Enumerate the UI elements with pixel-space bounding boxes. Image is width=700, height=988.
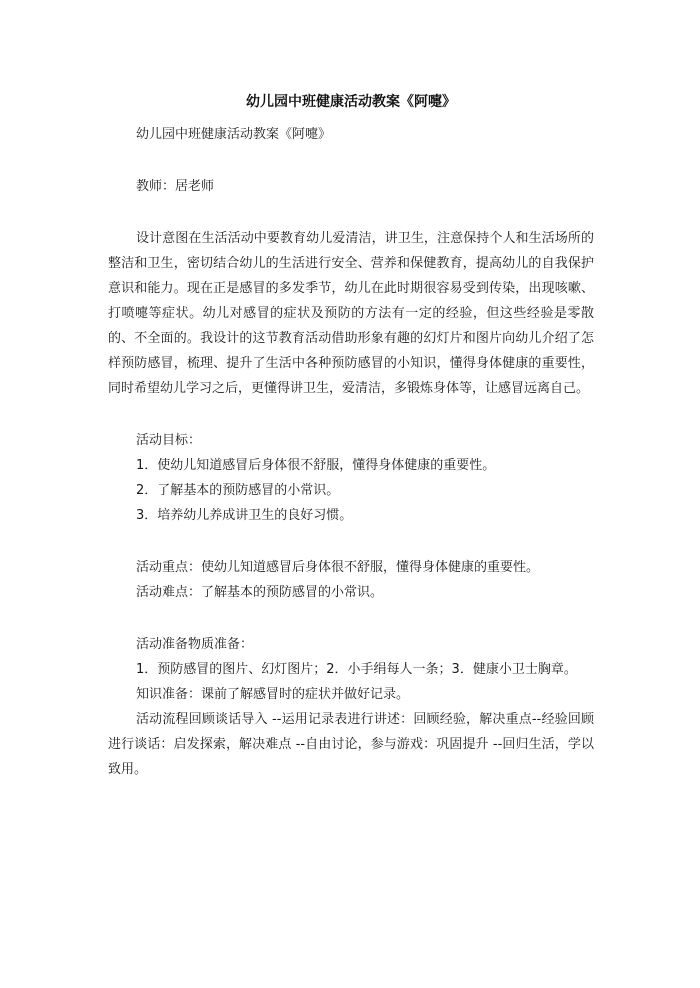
spacer — [108, 199, 594, 226]
document-subtitle: 幼儿园中班健康活动教案《阿嚏》 — [136, 127, 332, 142]
spacer — [108, 147, 594, 174]
teacher-line: 教师：居老师 — [136, 179, 215, 194]
goal-item: 2．了解基本的预防感冒的小常识。 — [136, 483, 340, 498]
document-body — [108, 92, 594, 782]
goal-item: 3．培养幼儿养成讲卫生的良好习惯。 — [136, 508, 353, 523]
difficulty-paragraph: 活动难点：了解基本的预防感冒的小常识。 — [136, 585, 384, 600]
spacer — [108, 401, 594, 428]
process-paragraph: 活动流程回顾谈话导入 --运用记录表进行讲述：回顾经验，解决重点--经验回顾进行谈话：启发探索，解决难点 --自由讨论，参与游戏：巩固提升 --回归生活，学以致用。 — [108, 712, 594, 777]
key-point-paragraph: 活动重点：使幼儿知道感冒后身体很不舒服，懂得身体健康的重要性。 — [136, 560, 540, 575]
design-intent-paragraph: 设计意图在生活活动中要教育幼儿爱清洁，讲卫生，注意保持个人和生活场所的整洁和卫生，密切结合幼儿的生活进行安全、营养和保健教育，提高幼儿的自我保护意识和能力。现在正是感冒的多发季节，幼儿在此时期很容易受到传染，出现咳嗽、打喷嚏等症状。幼儿对感冒的症状及预防的方法有一定的经验，但这些经验是零散的、不全面的。我设计的这节教育活动借助形象有趣的幻灯片和图片向幼儿介绍了怎样预防感冒，梳理、提升了生活中各种预防感冒的小知识，懂得身体健康的重要性，同时希望幼儿学习之后，更懂得讲卫生，爱清洁，多锻炼身体等，让感冒远离自己。 — [108, 231, 594, 396]
materials-heading: 活动准备物质准备： — [136, 637, 254, 652]
knowledge-prep-paragraph: 知识准备：课前了解感冒时的症状并做好记录。 — [136, 687, 410, 702]
document-title: 幼儿园中班健康活动教案《阿嚏》 — [246, 94, 456, 110]
spacer — [108, 528, 594, 555]
spacer — [108, 605, 594, 632]
goal-item: 1．使幼儿知道感冒后身体很不舒服，懂得身体健康的重要性。 — [136, 458, 496, 473]
materials-paragraph: 1．预防感冒的图片、幻灯图片；2．小手绢每人一条；3．健康小卫士胸章。 — [136, 662, 577, 677]
goals-heading: 活动目标： — [136, 433, 202, 448]
